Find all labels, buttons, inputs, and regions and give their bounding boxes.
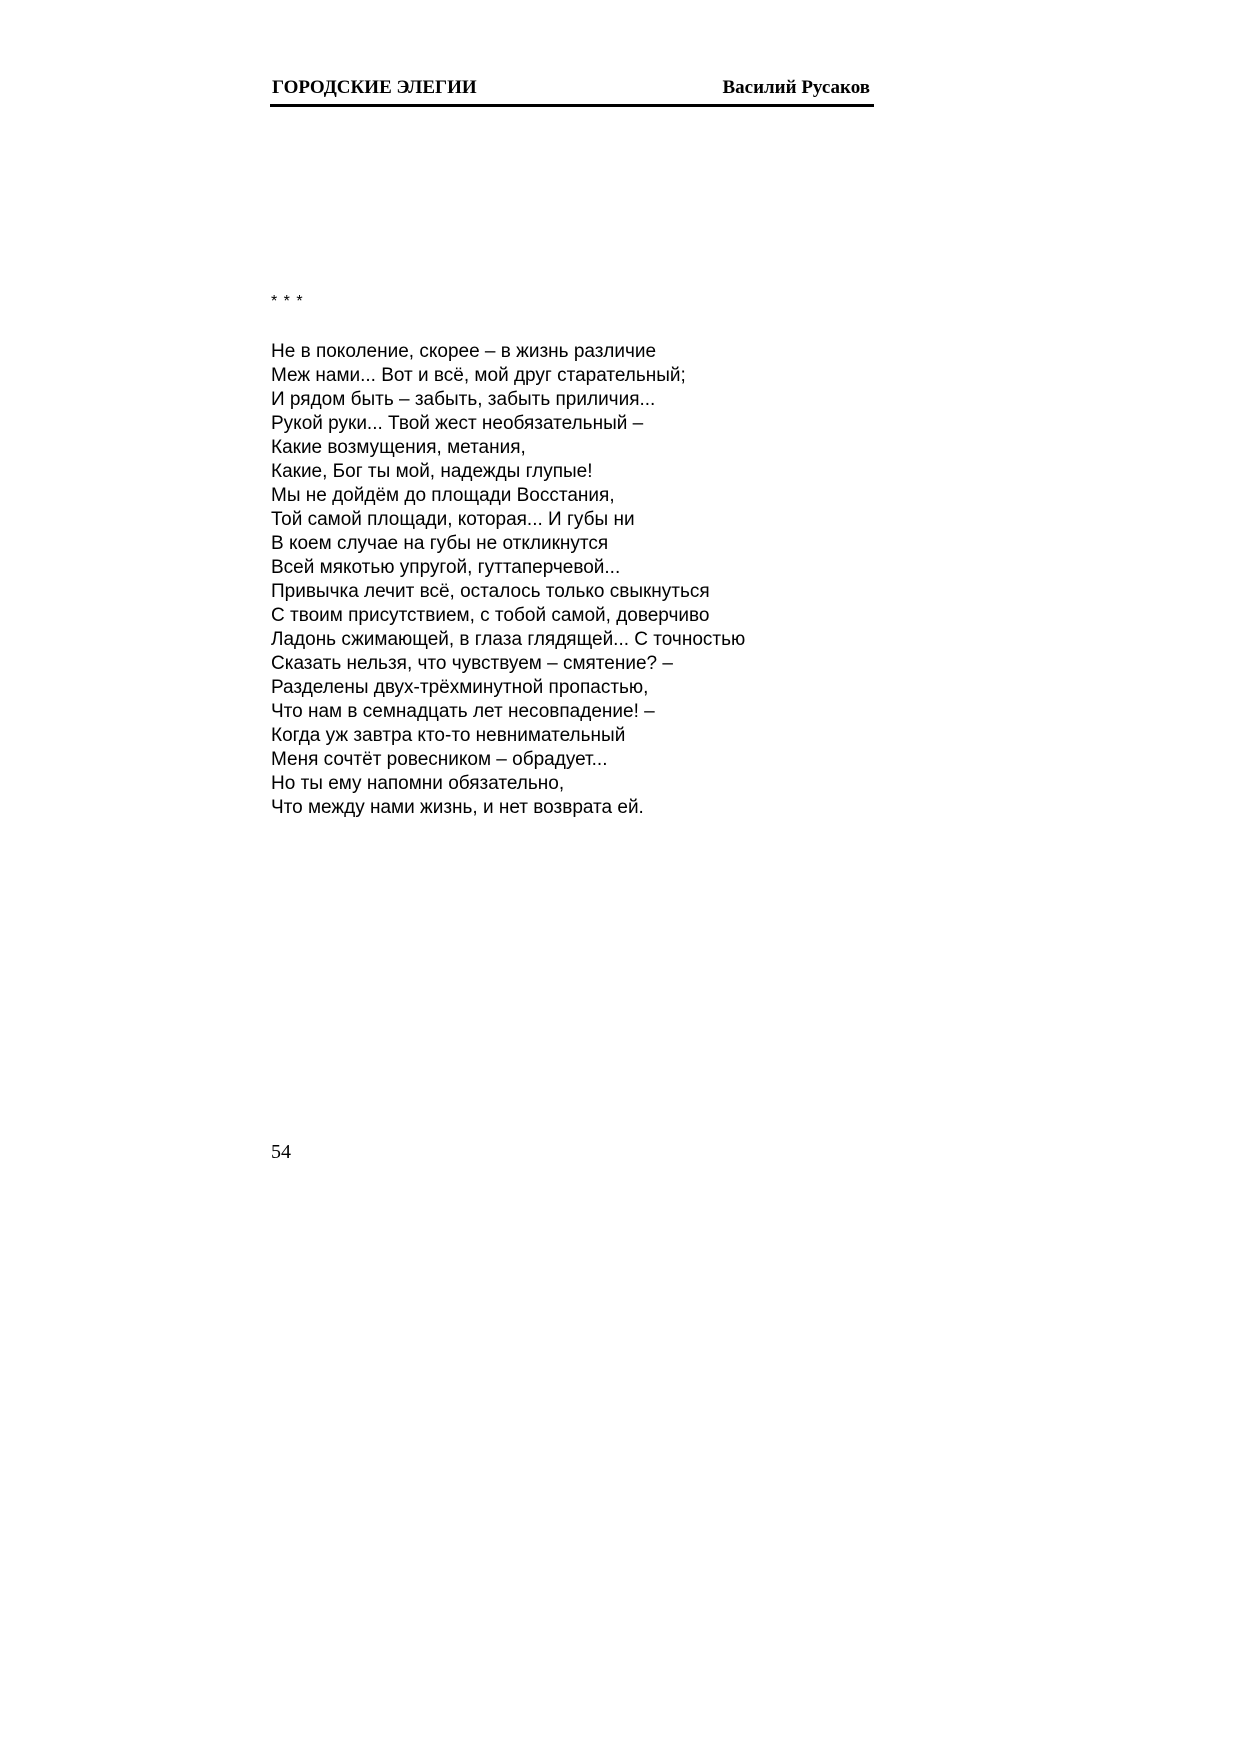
- poem-line: Но ты ему напомни обязательно,: [271, 773, 565, 794]
- poem-line: Когда уж завтра кто-то невнимательный: [271, 725, 626, 746]
- poem-line: И рядом быть – забыть, забыть приличия...: [271, 389, 656, 410]
- running-header: [270, 74, 874, 107]
- book-title: ГОРОДСКИЕ ЭЛЕГИИ: [272, 77, 477, 98]
- poem-line: Меня сочтёт ровесником – обрадует...: [271, 749, 608, 770]
- poem-line: Рукой руки... Твой жест необязательный –: [271, 413, 644, 434]
- poem-line: Меж нами... Вот и всё, мой друг старательный;: [271, 365, 686, 386]
- author-name: Василий Русаков: [722, 77, 870, 98]
- poem-line: Всей мякотью упругой, гуттаперчевой...: [271, 557, 621, 578]
- poem-line: Сказать нельзя, что чувствуем – смятение? –: [271, 653, 673, 674]
- poem-line: С твоим присутствием, с тобой самой, доверчиво: [271, 605, 710, 626]
- poem-line: Разделены двух-трёхминутной пропастью,: [271, 677, 649, 698]
- poem: [271, 290, 871, 820]
- poem-line: Мы не дойдём до площади Восстания,: [271, 485, 615, 506]
- poem-line: Той самой площади, которая... И губы ни: [271, 509, 635, 530]
- poem-separator: * * *: [271, 293, 304, 310]
- poem-line: Что между нами жизнь, и нет возврата ей.: [271, 797, 644, 818]
- poem-line: Что нам в семнадцать лет несовпадение! –: [271, 701, 655, 722]
- poem-line: Какие возмущения, метания,: [271, 437, 526, 458]
- poem-lines: [271, 340, 871, 820]
- poem-line: Какие, Бог ты мой, надежды глупые!: [271, 461, 593, 482]
- page-number: 54: [271, 1141, 291, 1163]
- poem-line: Привычка лечит всё, осталось только свыкнуться: [271, 581, 710, 602]
- poem-line: В коем случае на губы не откликнутся: [271, 533, 609, 554]
- poem-line: Не в поколение, скорее – в жизнь различие: [271, 341, 657, 362]
- poem-line: Ладонь сжимающей, в глаза глядящей... С точностью: [271, 629, 746, 650]
